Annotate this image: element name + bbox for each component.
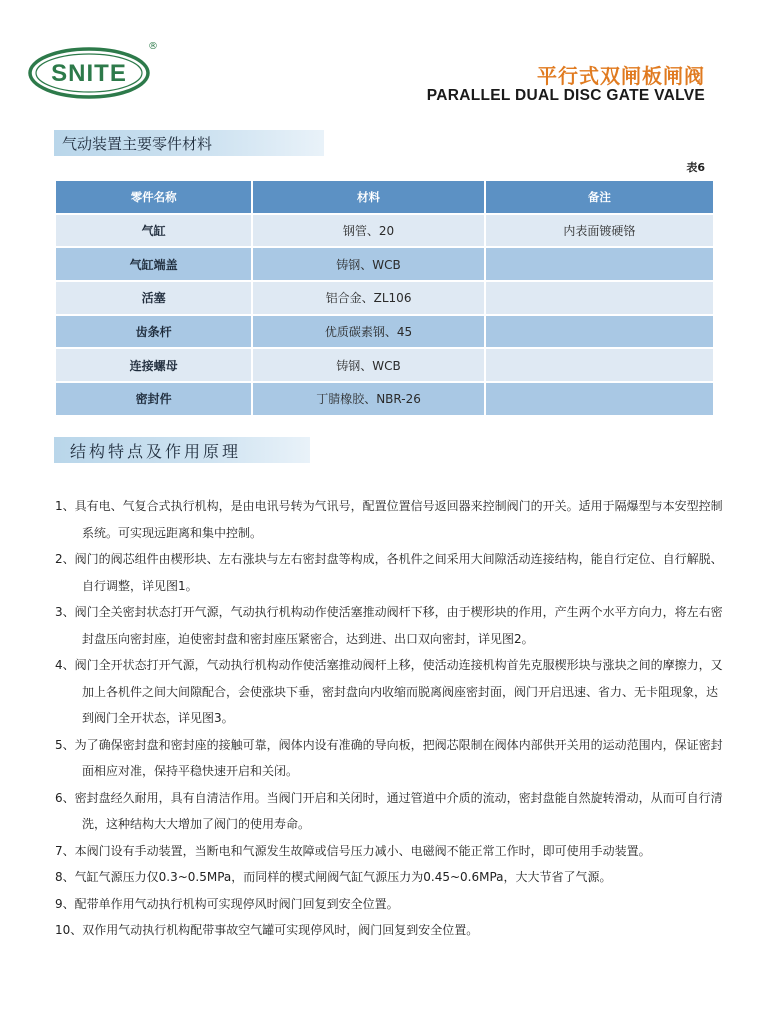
cell-part: 活塞 xyxy=(55,281,252,315)
page-title-en: PARALLEL DUAL DISC GATE VALVE xyxy=(426,87,705,104)
table-row xyxy=(55,214,714,248)
list-item: 5、为了确保密封盘和密封座的接触可靠，阀体内设有准确的导向板，把阀芯限制在阀体内部供开关用的运动范围内，保证密封面相应对准，保持平稳快速开启和关闭。 xyxy=(55,737,723,778)
cell-remark xyxy=(485,247,714,281)
registered-mark: ® xyxy=(148,41,158,52)
cell-part: 气缸端盖 xyxy=(55,247,252,281)
cell-material: 钢管、20 xyxy=(252,214,484,248)
table-row xyxy=(55,281,714,315)
list-item: 7、本阀门设有手动装置，当断电和气源发生故障或信号压力减小、电磁阀不能正常工作时，即可使用手动装置。 xyxy=(55,843,651,858)
section-banner-materials xyxy=(54,130,324,156)
cell-material: 铸钢、WCB xyxy=(252,348,484,382)
col-header-part: 零件名称 xyxy=(55,180,252,214)
section-title: 气动装置主要零件材料 xyxy=(62,134,213,153)
cell-part: 密封件 xyxy=(55,382,252,416)
cell-part: 气缸 xyxy=(55,214,252,248)
table-row xyxy=(55,315,714,349)
cell-material: 铸钢、WCB xyxy=(252,247,484,281)
cell-remark xyxy=(485,281,714,315)
table-header-row xyxy=(55,180,714,214)
list-item: 9、配带单作用气动执行机构可实现停风时阀门回复到安全位置。 xyxy=(55,896,399,911)
brand-name: SNITE xyxy=(51,60,127,87)
page-title-cn: 平行式双闸板闸阀 xyxy=(537,64,705,88)
cell-part: 连接螺母 xyxy=(55,348,252,382)
list-item: 6、密封盘经久耐用，具有自清洁作用。当阀门开启和关闭时，通过管道中介质的流动，密封盘能自然旋转滑动，从而可自行清洗，这种结构大大增加了阀门的使用寿命。 xyxy=(55,790,723,831)
cell-remark: 内表面镀硬铬 xyxy=(485,214,714,248)
list-item: 10、双作用气动执行机构配带事故空气罐可实现停风时，阀门回复到安全位置。 xyxy=(55,923,479,937)
table-label: 表6 xyxy=(686,161,705,174)
list-item: 3、阀门全关密封状态打开气源，气动执行机构动作使活塞推动阀杆下移，由于楔形块的作用，产生两个水平方向力，将左右密封盘压向密封座，迫使密封盘和密封座压紧密合，达到进、出口双向密封，详见图2。 xyxy=(55,605,723,646)
list-item: 8、气缸气源压力仅0.3~0.5MPa，而同样的楔式闸阀气缸气源压力为0.45~0.6MPa，大大节省了气源。 xyxy=(55,870,612,884)
parts-material-table xyxy=(54,179,715,417)
list-item: 2、阀门的阀芯组件由楔形块、左右涨块与左右密封盘等构成，各机件之间采用大间隙活动连接结构，能自行定位、自行解脱、自行调整，详见图1。 xyxy=(55,552,723,593)
cell-material: 丁腈橡胶、NBR-26 xyxy=(252,382,484,416)
table-row xyxy=(55,348,714,382)
cell-remark xyxy=(485,315,714,349)
cell-part: 齿条杆 xyxy=(55,315,252,349)
table-row xyxy=(55,247,714,281)
list-item: 1、具有电、气复合式执行机构，是由电讯号转为气讯号，配置位置信号返回器来控制阀门的开关。适用于隔爆型与本安型控制系统。可实现远距离和集中控制。 xyxy=(55,499,723,540)
cell-remark xyxy=(485,382,714,416)
cell-remark xyxy=(485,348,714,382)
col-header-remark: 备注 xyxy=(485,180,714,214)
brand-logo xyxy=(28,47,150,99)
col-header-material: 材料 xyxy=(252,180,484,214)
section-banner-features xyxy=(54,437,310,463)
cell-material: 铝合金、ZL106 xyxy=(252,281,484,315)
feature-list xyxy=(55,493,727,944)
cell-material: 优质碳素钢、45 xyxy=(252,315,484,349)
list-item: 4、阀门全开状态打开气源，气动执行机构动作使活塞推动阀杆上移，使活动连接机构首先克服楔形块与涨块之间的摩擦力，又加上各机件之间大间隙配合，会使涨块下垂，密封盘向内收缩而脱离阀座密封面，阀门开启迅速、省力、无卡阻现象，达到阀门全开状态，详见图3。 xyxy=(55,658,723,725)
section-title: 结构特点及作用原理 xyxy=(70,441,242,461)
table-row xyxy=(55,382,714,416)
